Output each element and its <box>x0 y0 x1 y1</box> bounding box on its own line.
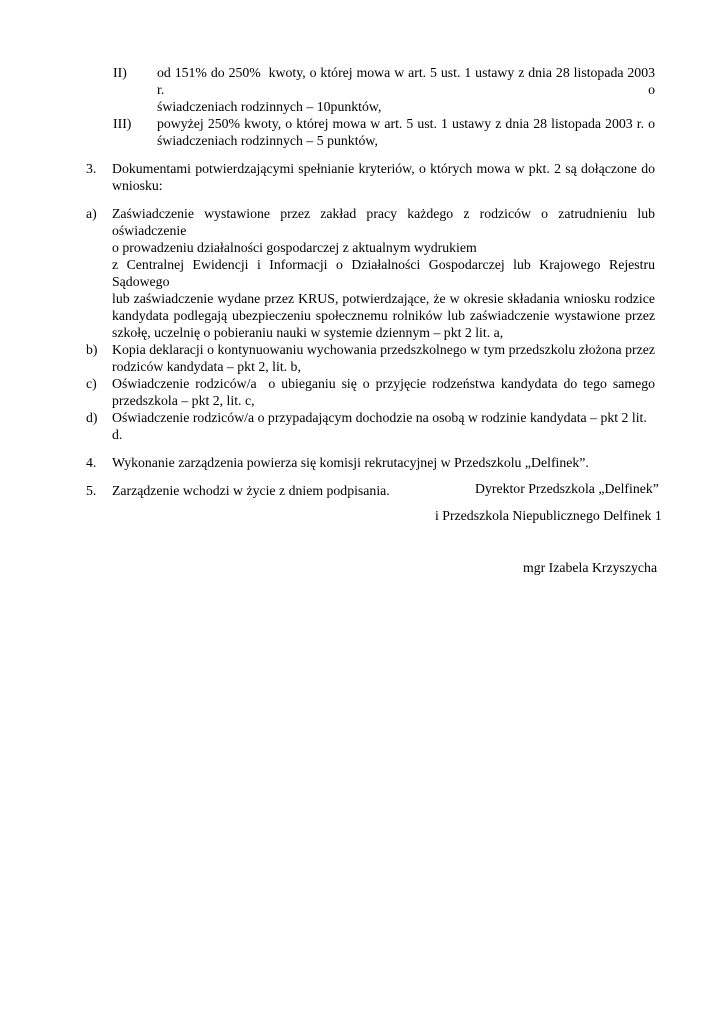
text-line: Oświadczenie rodziców/a o przypadającym dochodzie na osobą w rodzinie kandydata – pkt 2 lit. d. <box>112 410 647 442</box>
item-marker: II) <box>113 65 127 80</box>
text-line: lub zaświadczenie wydane przez KRUS, potwierdzające, że w okresie składania wniosku rodzice <box>112 291 655 306</box>
item-marker: a) <box>86 206 97 221</box>
signature-title-line-2: i Przedszkola Niepublicznego Delfinek 1 <box>435 508 662 523</box>
item-marker: 5. <box>86 483 97 498</box>
text-line: rodziców kandydata – pkt 2, lit. b, <box>112 359 301 374</box>
text-line: powyżej 250% kwoty, o której mowa w art. 5 ust. 1 ustawy z dnia 28 listopada 2003 r. o <box>157 116 655 131</box>
text-line: Zarządzenie wchodzi w życie z dniem podpisania. <box>112 483 390 498</box>
list-item-a <box>86 205 655 341</box>
item-marker: 3. <box>86 161 97 176</box>
signature-name: mgr Izabela Krzyszycha <box>523 560 658 575</box>
list-item-II <box>113 64 655 115</box>
text-line: Dokumentami potwierdzającymi spełnianie kryteriów, o których mowa w pkt. 2 są dołączone do <box>112 161 655 176</box>
text-line: szkołę, uczelnię o pobieraniu nauki w systemie dziennym – pkt 2 lit. a, <box>112 325 504 340</box>
item-marker: b) <box>86 342 98 357</box>
list-item-III <box>113 115 655 149</box>
text-line: świadczeniach rodzinnych – 10punktów, <box>157 99 382 114</box>
text-line: Wykonanie zarządzenia powierza się komisji rekrutacyjnej w Przedszkolu „Delfinek”. <box>112 455 589 470</box>
text-line: wniosku: <box>112 178 163 193</box>
text-line: kandydata podlegają ubezpieczeniu społecznemu rolników lub zaświadczenie wystawione przez <box>112 308 655 323</box>
text-line: od 151% do 250% kwoty, o której mowa w art. 5 ust. 1 ustawy z dnia 28 listopada 2003 r. o <box>157 65 655 97</box>
list-item-3 <box>86 160 655 194</box>
item-marker: c) <box>86 376 97 391</box>
list-item-4 <box>86 454 655 471</box>
text-line: Zaświadczenie wystawione przez zakład pracy każdego z rodziców o zatrudnieniu lub oświadczenie <box>112 206 655 238</box>
signature-title-line-1: Dyrektor Przedszkola „Delfinek” <box>475 481 659 496</box>
text-line: przedszkola – pkt 2, lit. c, <box>112 393 255 408</box>
list-item-c <box>86 375 655 409</box>
item-marker: III) <box>113 116 132 131</box>
text-line: świadczeniach rodzinnych – 5 punktów, <box>157 133 378 148</box>
text-line: Kopia deklaracji o kontynuowaniu wychowania przedszkolnego w tym przedszkolu złożona przez <box>112 342 655 357</box>
item-marker: d) <box>86 410 98 425</box>
text-line: o prowadzeniu działalności gospodarczej z aktualnym wydrukiem <box>112 240 477 255</box>
text-line: Oświadczenie rodziców/a o ubieganiu się o przyjęcie rodzeństwa kandydata do tego samego <box>112 376 655 391</box>
list-item-d <box>86 409 655 443</box>
item-marker: 4. <box>86 455 97 470</box>
list-item-b <box>86 341 655 375</box>
document-body <box>0 64 724 499</box>
text-line: z Centralnej Ewidencji i Informacji o Działalności Gospodarczej lub Krajowego Rejestru Sądowego <box>112 257 655 289</box>
